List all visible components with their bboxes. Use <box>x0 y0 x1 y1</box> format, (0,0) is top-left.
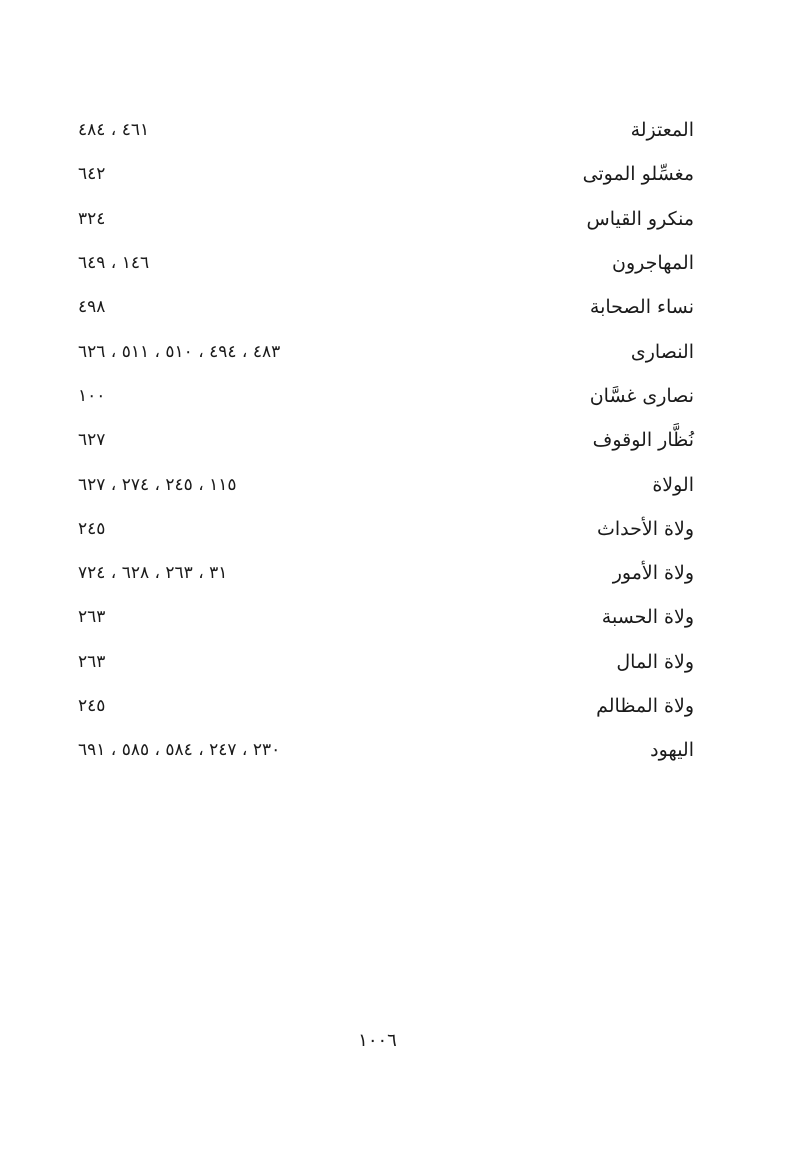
index-entry <box>78 684 694 728</box>
entry-term: ولاة المظالم <box>596 695 694 717</box>
entry-term: الولاة <box>652 473 694 496</box>
entry-term: اليهود <box>650 739 694 762</box>
index-entry <box>78 640 694 684</box>
index-entry <box>78 197 694 241</box>
entry-pages: ٢٤٥ <box>78 696 106 716</box>
index-entry <box>78 728 694 772</box>
entry-term: ولاة الأمور <box>612 562 694 585</box>
index-entry <box>78 507 694 551</box>
entry-term: نصارى غسَّان <box>589 384 694 407</box>
entry-pages: ٣١ ، ٢٦٣ ، ٦٢٨ ، ٧٢٤ <box>78 563 228 584</box>
page-number: ١٠٠٦ <box>358 1030 397 1051</box>
entry-pages: ٢٦٣ <box>78 607 106 628</box>
entry-term: المهاجرون <box>612 252 694 275</box>
entry-pages: ١١٥ ، ٢٤٥ ، ٢٧٤ ، ٦٢٧ <box>78 474 237 495</box>
entry-term: نساء الصحابة <box>589 296 694 319</box>
index-entry <box>78 374 694 418</box>
entry-pages: ١٤٦ ، ٦٤٩ <box>78 253 150 274</box>
entry-term: ولاة الحسبة <box>601 606 694 629</box>
index-entry <box>78 329 694 373</box>
index-entry <box>78 285 694 329</box>
entry-pages: ٢٦٣ <box>78 651 106 672</box>
entry-pages: ٤٨٣ ، ٤٩٤ ، ٥١٠ ، ٥١١ ، ٦٢٦ <box>78 341 281 362</box>
entry-term: المعتزلة <box>630 119 694 142</box>
index-entry <box>78 551 694 595</box>
entry-term: ولاة المال <box>616 650 694 673</box>
entry-term: منكرو القياس <box>586 207 694 230</box>
entry-term: مغسِّلو الموتى <box>582 163 694 186</box>
entry-pages: ٦٢٧ <box>78 430 106 451</box>
index-entry <box>78 595 694 639</box>
index-list <box>78 108 694 772</box>
index-entry <box>78 108 694 152</box>
entry-pages: ٦٤٢ <box>78 164 106 185</box>
entry-term: النصارى <box>630 340 694 363</box>
index-entry <box>78 241 694 285</box>
index-entry <box>78 462 694 506</box>
entry-term: نُظَّار الوقوف <box>592 429 694 452</box>
entry-term: ولاة الأحداث <box>596 517 694 540</box>
index-entry <box>78 418 694 462</box>
entry-pages: ٢٤٥ <box>78 518 106 539</box>
entry-pages: ٢٣٠ ، ٢٤٧ ، ٥٨٤ ، ٥٨٥ ، ٦٩١ <box>78 740 281 761</box>
entry-pages: ٤٩٨ <box>78 297 106 318</box>
entry-pages: ١٠٠ <box>78 385 106 406</box>
index-entry <box>78 152 694 196</box>
entry-pages: ٣٢٤ <box>78 208 106 229</box>
entry-pages: ٤٦١ ، ٤٨٤ <box>78 120 150 141</box>
